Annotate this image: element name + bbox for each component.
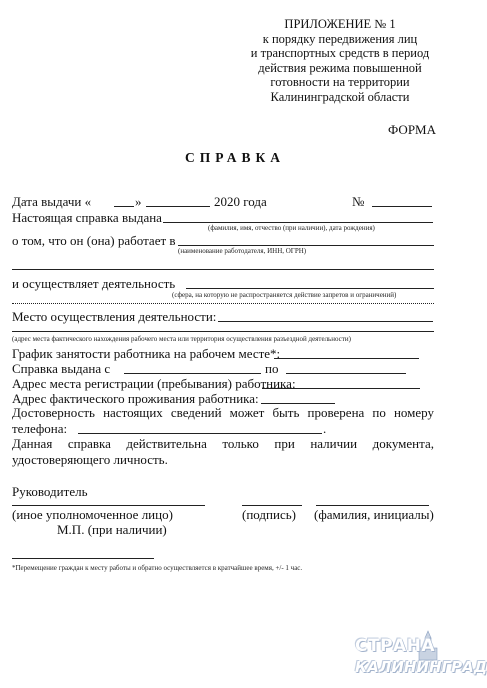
watermark-logo: [355, 634, 487, 682]
appendix-line: ПРИЛОЖЕНИЕ № 1: [284, 17, 396, 31]
phone-end: .: [323, 421, 327, 436]
appendix-line: к порядку передвижения лиц: [262, 31, 418, 46]
actual-address-field[interactable]: [261, 403, 335, 404]
footnote-divider: [12, 558, 154, 559]
authorized-signature-line[interactable]: [12, 505, 205, 506]
workplace-field[interactable]: [218, 321, 433, 322]
employer-field[interactable]: [178, 245, 434, 246]
schedule-label: График занятости работника на рабочем месте*:: [12, 346, 281, 361]
phone-field[interactable]: [78, 433, 322, 434]
schedule-field[interactable]: [274, 358, 419, 359]
workplace-field-2[interactable]: [12, 331, 434, 332]
workplace-hint: (адрес места фактического нахождения рабочего места или территория осуществления разъездной деятельности): [12, 335, 351, 343]
appendix-line: и транспортных средств в период: [250, 46, 430, 61]
month-field[interactable]: [146, 206, 210, 207]
footnote: *Перемещение граждан к месту работы и обратно осуществляется в кратчайшее время, +/- 1 час.: [12, 564, 303, 572]
appendix-line: действия режима повышенной: [258, 60, 422, 75]
phone-label: телефона:: [12, 421, 68, 436]
issued-to-field[interactable]: [163, 222, 433, 223]
appendix-header: [240, 17, 440, 105]
issue-date-close: »: [135, 194, 142, 209]
issue-year: 2020 года: [214, 194, 267, 209]
form-label: ФОРМА: [388, 122, 436, 137]
activity-field[interactable]: [186, 288, 434, 289]
name-label: (фамилия, инициалы): [314, 507, 434, 522]
reg-address-field[interactable]: [262, 388, 420, 389]
appendix-line: готовности на территории: [270, 75, 410, 90]
authorized-label: (иное уполномоченное лицо): [12, 507, 173, 522]
issued-to-label: Настоящая справка выдана: [12, 210, 162, 225]
watermark-line-1: СТРАНА: [355, 636, 436, 656]
valid-from-label: Справка выдана с: [12, 361, 111, 376]
day-field[interactable]: [114, 206, 134, 207]
validity-line-1: Данная справка действительна только при наличии документа,: [12, 436, 434, 451]
activity-label: и осуществляет деятельность: [12, 276, 176, 291]
name-line[interactable]: [316, 505, 429, 506]
issued-to-hint: (фамилия, имя, отчество (при наличии), дата рождения): [208, 224, 375, 232]
works-at-label: о том, что он (она) работает в: [12, 233, 176, 248]
valid-to-field[interactable]: [286, 373, 406, 374]
number-label: №: [352, 194, 365, 209]
sign-line[interactable]: [242, 505, 302, 506]
document-title: СПРАВКА: [184, 150, 286, 165]
employer-field-2[interactable]: [12, 269, 434, 270]
activity-hint: (сфера, на которую не распространяется действие запретов и ограничений): [172, 291, 397, 299]
head-label: Руководитель: [12, 484, 88, 499]
actual-address-label: Адрес фактического проживания работника:: [12, 391, 259, 406]
validity-line-2: удостоверяющего личность.: [12, 452, 168, 467]
sign-label: (подпись): [242, 507, 296, 522]
appendix-line: Калининградской области: [270, 89, 410, 104]
issue-date-prefix: Дата выдачи «: [12, 194, 92, 209]
number-field[interactable]: [372, 206, 432, 207]
verification-text: Достоверность настоящих сведений может быть проверена по номеру: [12, 405, 434, 420]
valid-from-field[interactable]: [124, 373, 261, 374]
watermark-line-2: КАЛИНИНГРАД: [355, 658, 487, 676]
valid-to-label: по: [265, 361, 279, 376]
workplace-label: Место осуществления деятельности:: [12, 309, 217, 324]
works-at-hint: (наименование работодателя, ИНН, ОГРН): [178, 247, 307, 255]
reg-address-label: Адрес места регистрации (пребывания) работника:: [12, 376, 296, 391]
activity-field-2[interactable]: [12, 303, 434, 304]
stamp-label: М.П. (при наличии): [57, 522, 167, 537]
